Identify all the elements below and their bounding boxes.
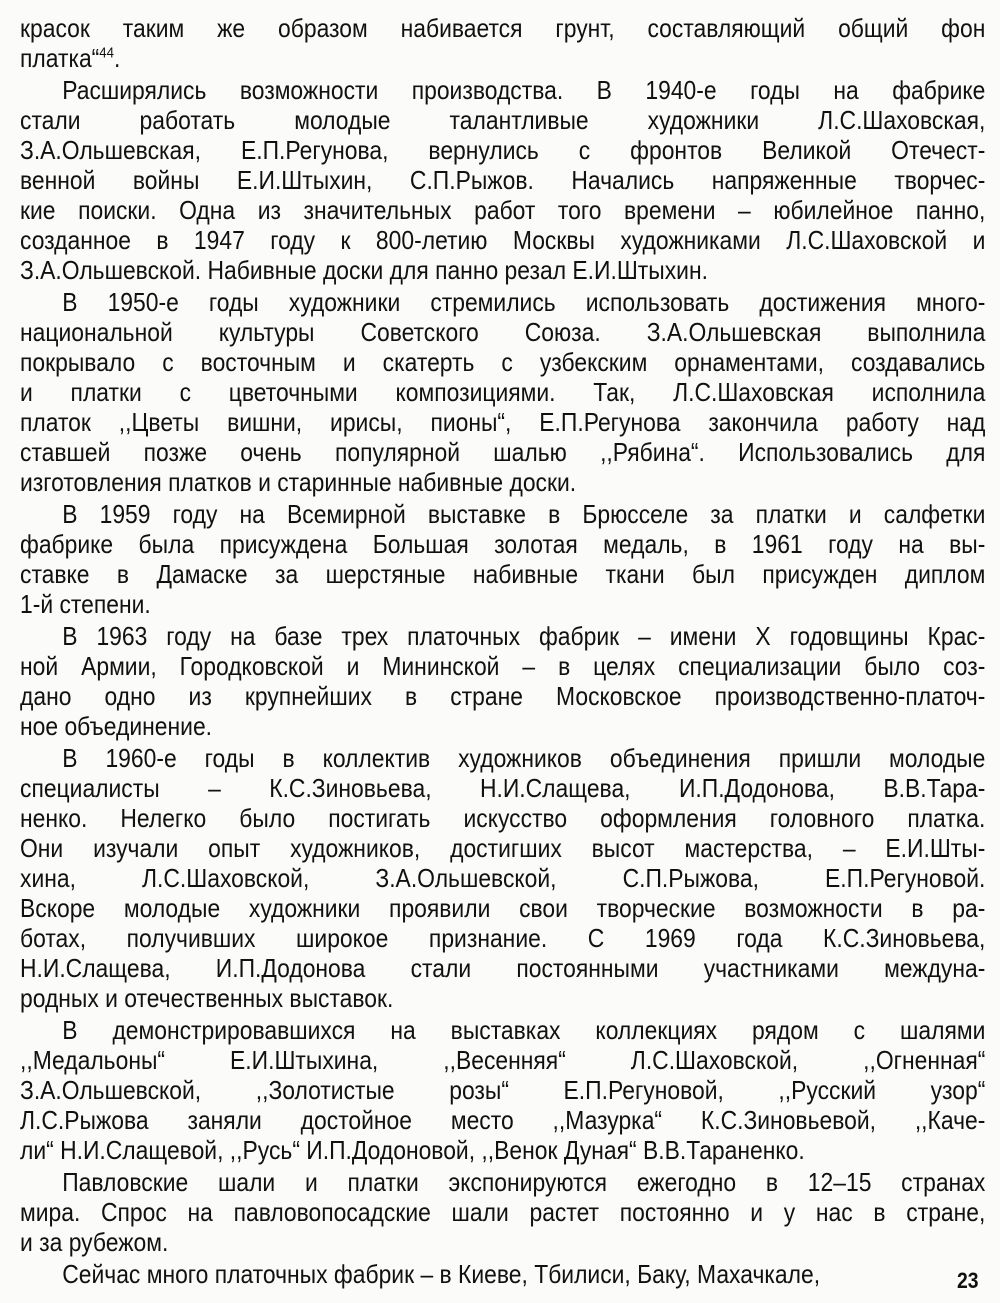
page-number: 23 (956, 1268, 978, 1293)
text-line: Они изучали опыт художников, достигших высот мастерства, – Е.И.Шты- (20, 833, 986, 863)
text-line: мира. Спрос на павловопосадские шали растет постоянно и у нас в стране, (20, 1197, 986, 1227)
paragraph (20, 1015, 985, 1165)
text-line: Сейчас много платочных фабрик – в Киеве, Тбилиси, Баку, Махачкале, (62, 1259, 821, 1289)
text-line: и за рубежом. (20, 1227, 169, 1257)
paragraph (20, 621, 985, 741)
paragraph (20, 743, 985, 1013)
text-line: ставке в Дамаске за шерстяные набивные ткани был присужден диплом (20, 559, 986, 589)
text-line: З.А.Ольшевской, ,,Золотистые розы“ Е.П.Регуновой, ,,Русский узор“ (20, 1075, 986, 1105)
text-line: платок ,,Цветы вишни, ирисы, пионы“, Е.П.Регунова закончила работу над (20, 407, 986, 437)
paragraph (20, 287, 985, 497)
text-line: Н.И.Слащева, И.П.Додонова стали постоянными участниками междуна- (20, 953, 986, 983)
text-line: ной Армии, Городковской и Мининской – в целях специализации было соз- (20, 651, 986, 681)
text-line: родных и отечественных выставок. (20, 983, 394, 1013)
text-line: З.А.Ольшевской. Набивные доски для панно резал Е.И.Штыхин. (20, 255, 708, 285)
text-line: 1-й степени. (20, 589, 151, 619)
text-line: покрывало с восточным и скатерть с узбекским орнаментами, создавались (20, 347, 986, 377)
text-line: кие поиски. Одна из значительных работ того времени – юбилейное панно, (20, 195, 986, 225)
text-line: и платки с цветочными композициями. Так, Л.С.Шаховская исполнила (20, 377, 986, 407)
text-line: З.А.Ольшевская, Е.П.Регунова, вернулись с фронтов Великой Отечест- (20, 135, 986, 165)
text-line: Расширялись возможности производства. В 1940-е годы на фабрике (62, 75, 986, 105)
paragraph (20, 1259, 985, 1289)
text-line: национальной культуры Советского Союза. З.А.Ольшевская выполнила (20, 317, 986, 347)
paragraph (20, 75, 985, 285)
text-line: В 1950-е годы художники стремились использовать достижения много- (62, 287, 986, 317)
text-line: В 1959 году на Всемирной выставке в Брюсселе за платки и салфетки (62, 499, 986, 529)
text-line: платка“$^{44}$. (20, 43, 121, 73)
text-line: Л.С.Рыжова заняли достойное место ,,Мазурка“ К.С.Зиновьевой, ,,Каче- (20, 1105, 986, 1135)
text-line: изготовления платков и старинные набивные доски. (20, 467, 577, 497)
text-line: В 1960-е годы в коллектив художников объединения пришли молодые (62, 743, 986, 773)
text-line: ное объединение. (20, 711, 213, 741)
text-line: ставшей позже очень популярной шалью ,,Рябина“. Использовались для (20, 437, 986, 467)
paragraph (20, 1167, 985, 1257)
text-line: В демонстрировавшихся на выставках коллекциях рядом с шалями (62, 1015, 986, 1045)
text-line: ли“ Н.И.Слащевой, ,,Русь“ И.П.Додоновой, ,,Венок Дуная“ В.В.Тараненко. (20, 1135, 805, 1165)
text-line: Павловские шали и платки экспонируются ежегодно в 12–15 странах (62, 1167, 986, 1197)
paragraph (20, 499, 985, 619)
text-line: В 1963 году на базе трех платочных фабрик – имени X годовщины Крас- (62, 621, 986, 651)
paragraph (20, 13, 985, 73)
text-line: созданное в 1947 году к 800-летию Москвы художниками Л.С.Шаховской и (20, 225, 986, 255)
text-line: специалисты – К.С.Зиновьева, Н.И.Слащева, И.П.Додонова, В.В.Тара- (20, 773, 986, 803)
text-line: ненко. Нелегко было постигать искусство оформления головного платка. (20, 803, 986, 833)
text-line: стали работать молодые талантливые художники Л.С.Шаховская, (20, 105, 986, 135)
text-line: венной войны Е.И.Штыхин, С.П.Рыжов. Начались напряженные творчес- (20, 165, 986, 195)
text-line: красок таким же образом набивается грунт, составляющий общий фон (20, 13, 986, 43)
text-line: ,,Медальоны“ Е.И.Штыхина, ,,Весенняя“ Л.С.Шаховской, ,,Огненная“ (20, 1045, 986, 1075)
page-body-text (20, 11, 985, 1289)
text-line: хина, Л.С.Шаховской, З.А.Ольшевской, С.П.Рыжова, Е.П.Регуновой. (20, 863, 986, 893)
text-line: дано одно из крупнейших в стране Московское производственно-платоч- (20, 681, 986, 711)
text-line: ботах, получивших широкое признание. С 1969 года К.С.Зиновьева, (20, 923, 986, 953)
text-line: фабрике была присуждена Большая золотая медаль, в 1961 году на вы- (20, 529, 986, 559)
text-line: Вскоре молодые художники проявили свои творческие возможности в ра- (20, 893, 986, 923)
